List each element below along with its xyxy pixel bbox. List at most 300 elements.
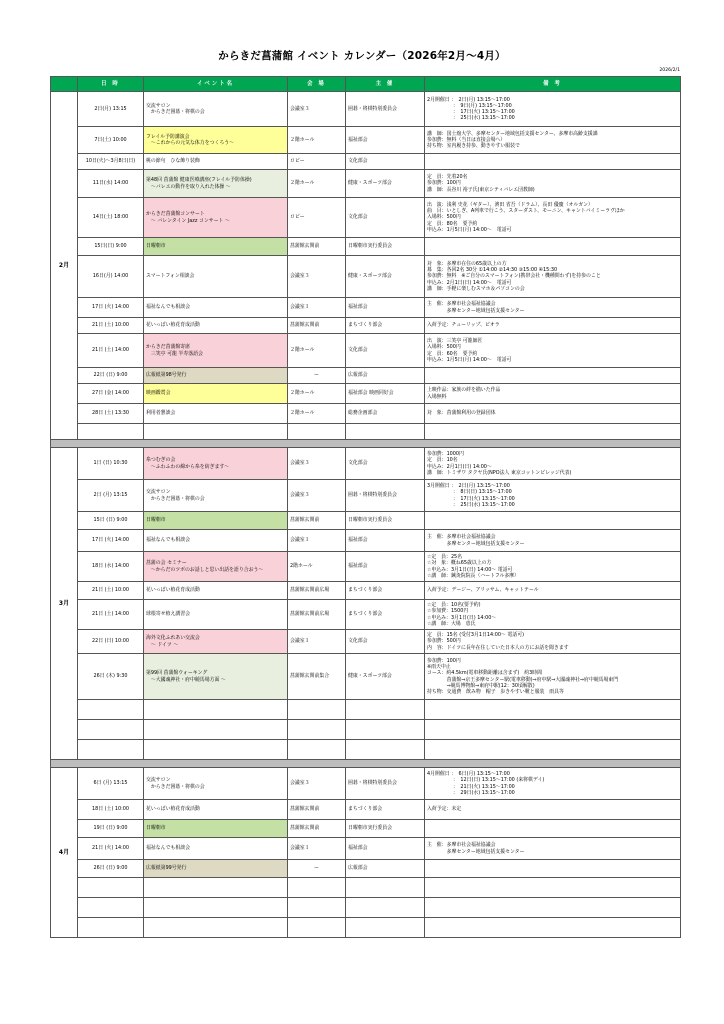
text-line: ⇒競馬博物館⇒東府中駅(12：30頃解散) <box>427 682 535 689</box>
event-row <box>51 582 681 600</box>
event-row <box>51 838 681 860</box>
event-venue <box>288 424 346 440</box>
text-line: 2月開催日 ： 2日(月) 13:15～17:00 <box>427 96 510 103</box>
event-row <box>51 630 681 654</box>
event-datetime: 28日 (土) 13:30 <box>78 404 144 424</box>
event-row <box>51 127 681 154</box>
text-line: 講 師：手軽に楽しむスマホ＆パソコンの会 <box>427 285 525 292</box>
text-line: からきだ囲碁・将棋の会 <box>146 109 205 115</box>
event-name <box>144 720 288 740</box>
event-row <box>51 448 681 480</box>
month-label: 3月 <box>51 448 78 760</box>
event-notes <box>425 530 681 552</box>
event-host: 福祉部会 <box>346 127 425 154</box>
event-row <box>51 552 681 582</box>
event-row <box>51 918 681 938</box>
event-datetime: 15日(日) 9:00 <box>78 238 144 256</box>
event-row <box>51 740 681 760</box>
event-name <box>144 448 288 480</box>
event-datetime <box>78 878 144 898</box>
text-line: 上映作品：家族の絆を描いた作品 <box>427 387 501 394</box>
event-row <box>51 198 681 238</box>
event-notes <box>425 334 681 368</box>
event-row <box>51 700 681 720</box>
event-notes <box>425 127 681 154</box>
separator-cell <box>51 440 681 448</box>
event-host: まちづくり部会 <box>346 582 425 600</box>
event-row <box>51 170 681 198</box>
text-line: 日曜朝市 <box>146 517 166 524</box>
month-separator <box>51 440 681 448</box>
event-host: 総務企画部会 <box>346 404 425 424</box>
text-line: ※雨天中止 <box>427 664 451 671</box>
text-line: ～からだのツボのお話しと思い出話を語り合おう～ <box>146 566 264 573</box>
event-name <box>144 530 288 552</box>
text-line: 出 演：浅利 史花（ギター）、濱田 省吾（ドラム）、長田 優慶（オルガン） <box>427 202 593 209</box>
text-line: 定 員：80名 要予約 <box>427 220 478 227</box>
event-venue: ２階ホール <box>288 127 346 154</box>
text-line: からきだ囲碁・将棋の会 <box>146 783 205 790</box>
text-line: 広報紙第99号発行 <box>146 865 187 872</box>
text-line: 出 演：三笑亭 可龍師匠 <box>427 338 483 345</box>
event-notes <box>425 740 681 760</box>
text-line: 参加費：無料 ※ご自分のスマートフォン(携帯会社・機種問わず)を持参のこと <box>427 273 601 280</box>
event-host: 囲碁・将棋特別委員会 <box>346 480 425 512</box>
text-line: ： 8日(日) 13:15～17:00 <box>427 489 512 496</box>
event-host: 囲碁・将棋特別委員会 <box>346 92 425 127</box>
event-name <box>144 92 288 127</box>
event-datetime <box>78 740 144 760</box>
text-line: 第48回 菖蒲館 健康医療講座(フレイル予防体操) <box>146 177 252 184</box>
month-label: 2月 <box>51 92 78 440</box>
event-notes <box>425 198 681 238</box>
event-venue: ２階ホール <box>288 334 346 368</box>
event-row <box>51 154 681 170</box>
event-host <box>346 898 425 918</box>
event-datetime: 21日 (土) 10:00 <box>78 318 144 334</box>
event-datetime: 15日 (日) 9:00 <box>78 512 144 530</box>
event-datetime: 2日(月) 13:15 <box>78 92 144 127</box>
event-row <box>51 480 681 512</box>
event-datetime: 21日 (土) 14:00 <box>78 600 144 630</box>
text-line: 持ち物：室内履き持参、動きやすい服装で <box>427 143 520 150</box>
text-line: 海外文化ふれあい交流会 <box>146 635 200 642</box>
event-host: 福祉部会 <box>346 838 425 860</box>
month-label: 4月 <box>51 768 78 938</box>
text-line: 参加費：500円 <box>427 638 461 645</box>
text-line: 申込み：2月1日(日) 14:00～ <box>427 463 492 470</box>
event-datetime: 26日 (木) 9:30 <box>78 654 144 700</box>
event-notes <box>425 404 681 424</box>
event-notes <box>425 630 681 654</box>
event-datetime: 27日 (金) 14:00 <box>78 384 144 404</box>
event-venue: 会議室３ <box>288 92 346 127</box>
event-datetime: 22日 (日) 9:00 <box>78 368 144 384</box>
text-line: 糸つむぎの会 <box>146 457 176 464</box>
event-datetime <box>78 720 144 740</box>
text-line: 参加費：1000円 <box>427 451 464 458</box>
event-name <box>144 878 288 898</box>
event-row <box>51 368 681 384</box>
event-venue: 会議室１ <box>288 630 346 654</box>
event-venue: 会議室１ <box>288 298 346 318</box>
event-datetime: 21日 (火) 14:00 <box>78 838 144 860</box>
event-row <box>51 878 681 898</box>
text-line: ： 25日(水) 13:15～17:00 <box>427 501 515 508</box>
event-row <box>51 820 681 838</box>
text-line: ～ ドイツ ～ <box>146 641 179 648</box>
event-venue: 菖蒲館玄関前広場 <box>288 600 346 630</box>
event-notes <box>425 898 681 918</box>
event-name <box>144 127 288 154</box>
text-line: 日曜朝市 <box>146 825 166 832</box>
event-name <box>144 654 288 700</box>
text-line: 参加費：100円 <box>427 180 461 187</box>
text-line: 多摩センター地域包括支援センター <box>427 848 525 855</box>
event-datetime: 7日(土) 10:00 <box>78 127 144 154</box>
event-name <box>144 480 288 512</box>
event-row <box>51 768 681 800</box>
text-line: 入荷予定：未定 <box>427 806 462 813</box>
event-host: 文化部会 <box>346 448 425 480</box>
event-row <box>51 654 681 700</box>
event-notes <box>425 424 681 440</box>
text-line: ☆定 員：25名 <box>427 554 463 561</box>
event-row <box>51 530 681 552</box>
event-notes <box>425 238 681 256</box>
event-venue <box>288 700 346 720</box>
event-datetime: 11日(水) 14:00 <box>78 170 144 198</box>
event-notes <box>425 170 681 198</box>
event-datetime: 17日 (火) 14:00 <box>78 298 144 318</box>
header-month <box>51 77 78 92</box>
header-host: 主 催 <box>346 77 425 92</box>
event-name <box>144 318 288 334</box>
event-host: まちづくり部会 <box>346 800 425 820</box>
event-row <box>51 384 681 404</box>
event-host: 健康・スポーツ部会 <box>346 654 425 700</box>
event-name <box>144 898 288 918</box>
event-notes <box>425 582 681 600</box>
event-name <box>144 820 288 838</box>
text-line: 参加費：100円 <box>427 658 461 665</box>
event-name <box>144 768 288 800</box>
text-line: 多摩センター地域包括支援センター <box>427 540 525 547</box>
event-datetime: 19日 (日) 9:00 <box>78 820 144 838</box>
event-row <box>51 424 681 440</box>
text-line: 広報紙第98号発行 <box>146 372 187 379</box>
text-line: 福祉なんでも相談会 <box>146 304 191 311</box>
event-venue: 菖蒲館玄関前 <box>288 512 346 530</box>
text-line: 入場無料 <box>427 393 447 400</box>
event-datetime: 6日 (月) 13:15 <box>78 768 144 800</box>
issue-date: 2026/2/1 <box>659 68 680 73</box>
event-venue: 菖蒲館玄関前 <box>288 800 346 820</box>
event-notes <box>425 720 681 740</box>
event-host: 広報部会 <box>346 860 425 878</box>
text-line: ☆申込み：3月1日(日) 14:00～ <box>427 614 497 621</box>
event-notes <box>425 318 681 334</box>
event-name <box>144 154 288 170</box>
event-notes <box>425 838 681 860</box>
text-line: 多摩センター地域包括支援センター <box>427 307 525 314</box>
event-name <box>144 368 288 384</box>
event-notes <box>425 480 681 512</box>
text-line: 交流サロン <box>146 102 171 109</box>
text-line: 主 催：多摩市社会福祉協議会 <box>427 301 496 308</box>
event-notes <box>425 384 681 404</box>
text-line: ～バレエの動作を取り入れた体操 ～ <box>146 183 231 190</box>
event-name <box>144 700 288 720</box>
event-row <box>51 898 681 918</box>
text-line: 講 師：トミザワ タクヤ氏(NPO法人 東京コットンビレッジ代表) <box>427 469 572 476</box>
event-notes <box>425 768 681 800</box>
event-host <box>346 740 425 760</box>
text-line: からきだ囲碁・将棋の会 <box>146 495 205 502</box>
event-row <box>51 334 681 368</box>
text-line: 主 催：多摩市社会福祉協議会 <box>427 534 496 541</box>
event-venue <box>288 720 346 740</box>
text-line: 福祉なんでも相談会 <box>146 845 191 852</box>
separator-cell <box>51 760 681 768</box>
text-line: ： 29日(水) 13:15～17:00 <box>427 789 515 796</box>
event-host: 囲碁・将棋特別委員会 <box>346 768 425 800</box>
text-line: 交流サロン <box>146 489 171 496</box>
event-host: 福祉部会 映画同好会 <box>346 384 425 404</box>
event-name <box>144 170 288 198</box>
event-host: まちづくり部会 <box>346 318 425 334</box>
text-line: ☆講 師：鍼灸院院長（ハートフル多摩） <box>427 572 520 579</box>
text-line: 対 象：多摩市在住の65歳以上の方 <box>427 261 507 268</box>
header-datetime: 日 時 <box>78 77 144 92</box>
event-name <box>144 404 288 424</box>
text-line: 桃の節句 ひな飾り装飾 <box>146 158 200 165</box>
event-host: 福祉部会 <box>346 298 425 318</box>
text-line: 第99回 菖蒲館ウォーキング <box>146 670 208 677</box>
event-datetime: 18日 (土) 10:00 <box>78 800 144 820</box>
event-venue: 会議室３ <box>288 480 346 512</box>
month-separator <box>51 760 681 768</box>
event-host: 福祉部会 <box>346 552 425 582</box>
text-line: 内 容：ドイツに長年在住していた日本人の方にお話を聞きます <box>427 644 569 651</box>
event-venue: ロビー <box>288 198 346 238</box>
event-venue: ２階ホール <box>288 404 346 424</box>
text-line: 交流サロン <box>146 777 171 784</box>
event-host: 文化部会 <box>346 630 425 654</box>
event-venue: 会議室１ <box>288 838 346 860</box>
event-notes <box>425 92 681 127</box>
event-datetime <box>78 700 144 720</box>
header-event-name: イベント名 <box>144 77 288 92</box>
text-line: ： 17日(火) 13:15～17:00 <box>427 109 515 115</box>
event-notes <box>425 448 681 480</box>
event-host <box>346 720 425 740</box>
event-row <box>51 238 681 256</box>
event-host: 文化部会 <box>346 198 425 238</box>
text-line: 菖蒲館⇒京王多摩センター駅(電車移動)⇒府中駅⇒大國魂神社⇒府中競馬場東門 <box>427 676 619 683</box>
text-line: 花いっぱい植花育成活動 <box>146 322 200 329</box>
header-notes: 備 考 <box>425 77 681 92</box>
text-line: 映画鑑賞会 <box>146 390 171 397</box>
text-line: ～大國魂神社・府中競馬場方面 ～ <box>146 676 226 683</box>
event-datetime: 17日 (火) 14:00 <box>78 530 144 552</box>
header-venue: 会 場 <box>288 77 346 92</box>
event-row <box>51 92 681 127</box>
event-venue: ２階ホール <box>288 170 346 198</box>
event-host <box>346 424 425 440</box>
event-name <box>144 630 288 654</box>
text-line: 申込み：2月1日(日) 14:00～ 電話可 <box>427 279 512 286</box>
event-venue: 会議室１ <box>288 530 346 552</box>
event-name <box>144 600 288 630</box>
event-venue: 会議室３ <box>288 256 346 298</box>
event-datetime: 2日 (月) 13:15 <box>78 480 144 512</box>
text-line: ： 25日(水) 13:15～17:00 <box>427 115 515 122</box>
text-line: 定 員：先着20名 <box>427 174 468 181</box>
event-host: 日曜朝市実行委員会 <box>346 512 425 530</box>
event-venue: 菖蒲館玄関前 <box>288 820 346 838</box>
event-datetime: 14日(土) 18:00 <box>78 198 144 238</box>
text-line: からきだ菖蒲館寄席 <box>146 344 191 351</box>
event-notes <box>425 860 681 878</box>
event-notes <box>425 600 681 630</box>
event-name <box>144 740 288 760</box>
text-line: スマートフォン相談会 <box>146 273 195 280</box>
event-datetime: 26日 (日) 9:00 <box>78 860 144 878</box>
text-line: コース：約4.5km(電車移動距離は含まず) 約3時間 <box>427 670 542 677</box>
text-line: 定 員：15名 (受付3月1日14:00～ 電話可) <box>427 632 525 639</box>
event-name <box>144 552 288 582</box>
text-line: 福祉なんでも相談会 <box>146 537 191 544</box>
event-host: 文化部会 <box>346 154 425 170</box>
event-venue: 会議室３ <box>288 448 346 480</box>
text-line: 対 象：菖蒲館利用の登録団体 <box>427 410 496 417</box>
text-line: 持ち物：交通費 飲み物 帽子 歩きやすい靴と服装 雨具等 <box>427 688 564 695</box>
event-datetime: 21日 (土) 10:00 <box>78 582 144 600</box>
event-notes <box>425 820 681 838</box>
text-line: 三笑亭 可龍 半寿落語会 <box>146 350 203 357</box>
header-row <box>51 77 681 92</box>
event-venue: ２階ホール <box>288 384 346 404</box>
text-line: 4月開催日 ： 6日(月) 13:15～17:00 <box>427 771 510 778</box>
event-name <box>144 238 288 256</box>
text-line: ～ バレンタイン Jazz コンサート ～ <box>146 217 230 224</box>
event-venue: 菖蒲館玄関前 <box>288 318 346 334</box>
event-notes <box>425 256 681 298</box>
text-line: 入場料：500円 <box>427 214 461 221</box>
text-line: 入場料：500円 <box>427 344 461 351</box>
text-line: ☆講 師：大場 恵氏 <box>427 620 476 627</box>
event-notes <box>425 918 681 938</box>
event-venue: ロビー <box>288 154 346 170</box>
event-host: 広報部会 <box>346 368 425 384</box>
event-row <box>51 404 681 424</box>
event-name <box>144 918 288 938</box>
event-venue: 菖蒲館玄関前広場 <box>288 582 346 600</box>
event-host <box>346 918 425 938</box>
event-notes <box>425 298 681 318</box>
event-host <box>346 700 425 720</box>
event-row <box>51 512 681 530</box>
event-row <box>51 800 681 820</box>
text-line: 花いっぱい植花育成活動 <box>146 587 200 594</box>
event-datetime: 22日 (日) 10:00 <box>78 630 144 654</box>
text-line: 日曜朝市 <box>146 243 166 250</box>
event-name <box>144 334 288 368</box>
event-notes <box>425 368 681 384</box>
text-line: からきだ菖蒲館コンサート <box>146 211 205 218</box>
event-datetime: 1日 (日) 10:30 <box>78 448 144 480</box>
event-datetime <box>78 898 144 918</box>
event-row <box>51 860 681 878</box>
event-host: 日曜朝市実行委員会 <box>346 820 425 838</box>
event-datetime: 16日(月) 14:00 <box>78 256 144 298</box>
event-name <box>144 298 288 318</box>
event-venue <box>288 898 346 918</box>
event-row <box>51 298 681 318</box>
text-line: ☆対 象：概ね65歳以上の方 <box>427 560 492 567</box>
event-datetime: 18日 (水) 14:00 <box>78 552 144 582</box>
event-name <box>144 424 288 440</box>
text-line: ☆参加費：1500円 <box>427 608 469 615</box>
calendar-body <box>51 92 681 938</box>
text-line: 曲 目：いとしぎ、A列車で行こう、スターダスト、モーニン、キャントバイミーラヴほか <box>427 208 625 215</box>
text-line: 菖蒲の会 セミナー <box>146 560 187 567</box>
text-line: ： 9日(月) 13:15～17:00 <box>427 102 512 109</box>
text-line: 定 員：10名 <box>427 457 458 464</box>
text-line: 定 員：60名 要予約 <box>427 350 478 357</box>
event-notes <box>425 700 681 720</box>
event-host: 日曜朝市実行委員会 <box>346 238 425 256</box>
event-name <box>144 582 288 600</box>
event-name <box>144 384 288 404</box>
text-line: 球根寄せ植え講習会 <box>146 611 191 618</box>
text-line: 3月開催日 ： 2日(月) 13:15～17:00 <box>427 483 510 490</box>
event-row <box>51 256 681 298</box>
event-name <box>144 512 288 530</box>
event-notes <box>425 552 681 582</box>
text-line: ： 12日(日) 13:15～17:00 (来将棋デイ) <box>427 777 545 784</box>
event-notes <box>425 878 681 898</box>
event-notes <box>425 512 681 530</box>
text-line: 入荷予定：チューリップ、ビオラ <box>427 322 500 329</box>
event-datetime: 10日(火)～3月8日(日) <box>78 154 144 170</box>
event-notes <box>425 154 681 170</box>
text-line: 募 集：各回2名 30分 ①14:00 ②14:30 ③15:00 ④15:30 <box>427 267 558 274</box>
event-notes <box>425 654 681 700</box>
event-datetime <box>78 918 144 938</box>
event-venue: 2階ホール <box>288 552 346 582</box>
event-host <box>346 878 425 898</box>
text-line: 花いっぱい植花育成活動 <box>146 806 200 813</box>
event-row <box>51 720 681 740</box>
event-venue <box>288 918 346 938</box>
event-datetime: 21日 (土) 14:00 <box>78 334 144 368</box>
event-name <box>144 860 288 878</box>
text-line: ： 17日(火) 13:15～17:00 <box>427 495 515 502</box>
text-line: ～これからの元気な体力をつくろう～ <box>146 140 235 146</box>
event-host: 健康・スポーツ部会 <box>346 256 425 298</box>
event-venue: ー <box>288 368 346 384</box>
event-name <box>144 256 288 298</box>
text-line: 講 師：国士舘大学、多摩センター地域包括支援センター、多摩市高齢支援課 <box>427 130 598 137</box>
event-host: 文化部会 <box>346 334 425 368</box>
text-line: フレイル予防講演会 <box>146 133 190 140</box>
text-line: ☆申込み：3月1日(日) 14:00～ 電話可 <box>427 566 513 573</box>
event-venue <box>288 878 346 898</box>
text-line: 申込み：1月5日(月) 14:00～ 電話可 <box>427 226 512 233</box>
event-name <box>144 838 288 860</box>
